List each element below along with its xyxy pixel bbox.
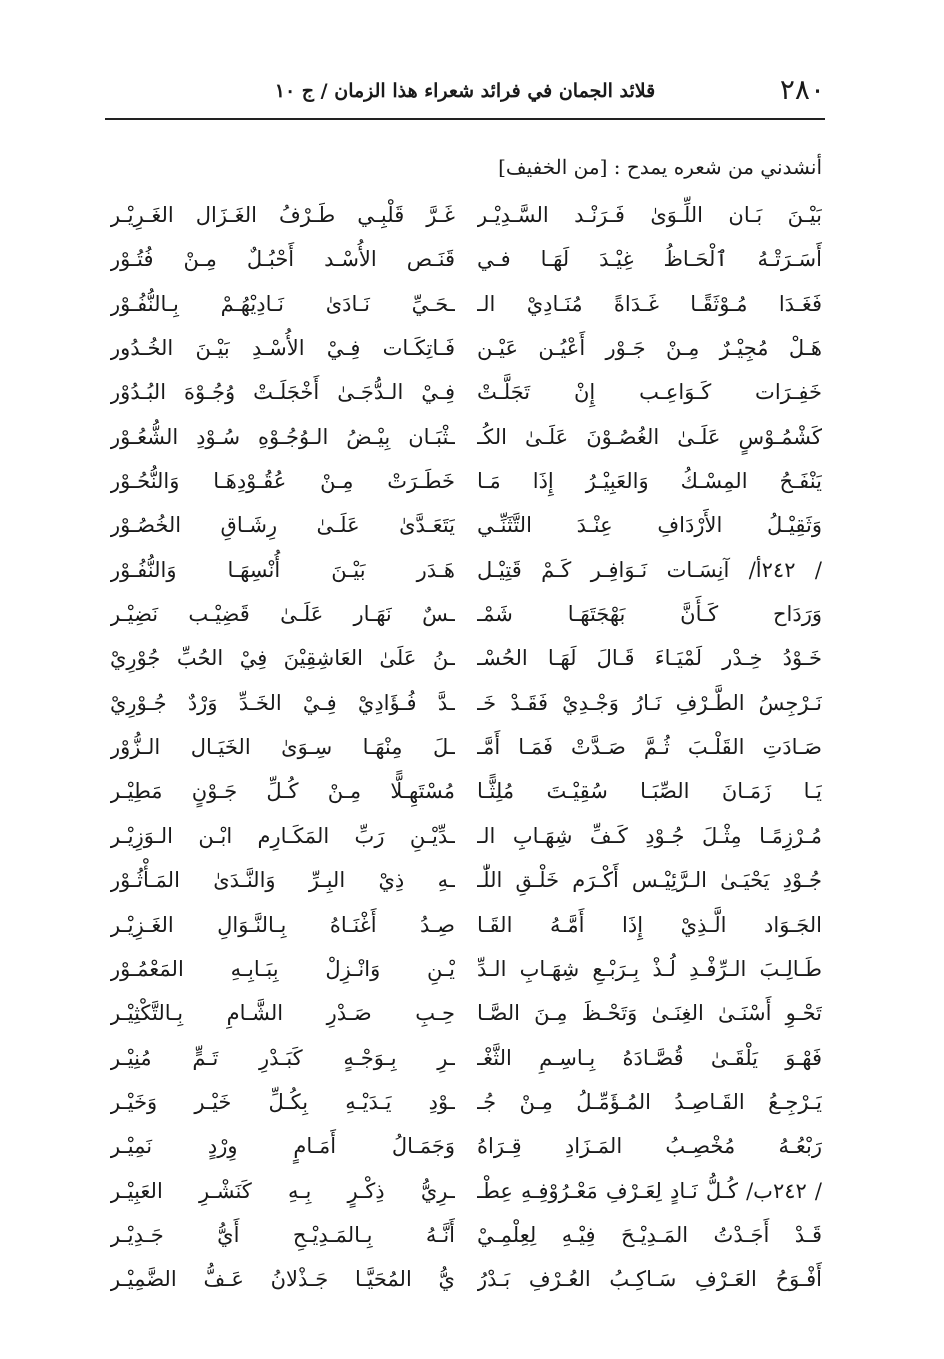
verse-second-hemistich: حِـبِ صَـدْرِ الشَّـامِ بِـالتَّكْثِيْـر: [110, 1001, 455, 1026]
verse-first-hemistich: جُـوْدِ يَحْيَـىٰ الـرَّئِيْـس أَكْـرَم خَلْـقِ اللّٰـ: [477, 868, 822, 893]
verse-second-hemistich: ـهِ ذِيْ البِـرِّ وَالنَّـدَىٰ المَـأْثُـوْر: [110, 868, 455, 893]
verse-second-hemistich: ـدِّيْـنِ رَبِّ المَكَـارِم ابْـن الـوَزِيْـر: [110, 823, 455, 848]
verse-second-hemistich: قَنَـص الأُسْـد أَحْبُـلٌ مِـنْ فُتُـوْر: [110, 247, 455, 272]
verse-second-hemistich: فَـاتِكَـات فِـيْ الأُسْـدِ بَيْـنَ الخُـدُور: [110, 336, 455, 361]
verse-second-hemistich: ـنُ عَلَىٰ العَاشِقِيْنَ فِيْ الحُبِّ جُوْرِيْ: [110, 646, 455, 671]
page-number: ٢٨٠: [779, 73, 825, 106]
verse-second-hemistich: ـرِيُّ ذِكْـرٍ بِـهِ كَنَشْـرِ العَبِيْـر: [110, 1178, 455, 1203]
verse-first-hemistich: / ٢٤٢أ/ آنِسَـات نَـوَافِـر كَـمْ قَتِيْـل: [477, 557, 822, 582]
verse-first-hemistich: يَـرْجِـعُ القَـاصِـدُ المُـؤَمِّـلُ مِـنْ جُـ: [477, 1089, 822, 1114]
verse-second-hemistich: صِـدُ أَغْنَـاهُ بِـالنَّـوَالِ الغَـزِيْـر: [110, 912, 455, 937]
verse-second-hemistich: ـرِ بِـوَجْـهٍ كَبَـدْرِ تَـمٍّ مُنِيْـر: [110, 1045, 455, 1070]
verse-first-hemistich: بَيْـنَ بَـان اللِّـوَىٰ فَـرَنْـد السَّـدِيْـر: [477, 203, 822, 227]
verse-second-hemistich: وَجَمَـالُ أَمَـامٍ وِرْدٍ نَمِيْـر: [110, 1134, 455, 1159]
verse-first-hemistich: وَثَقِيْـلُ الأَرْدَافِ عِنْـدَ التَّثَنِّـي: [477, 513, 822, 538]
verse-first-hemistich: يَـا زَمَـانَ الصِّبَـا سُقِيْـتَ مُلِثًّـا: [477, 779, 822, 804]
verse-second-hemistich: ـوْدِ يَـدَيْـهِ بِكُـلِّ خَيْـر وَخَيْـر: [110, 1089, 455, 1114]
verse-second-hemistich: يْـنِ وَانْـزِلْ بِبَـابِـهِ المَعْمُـوْر: [110, 956, 455, 981]
verse-second-hemistich: ـلَ مِنْهَـا سِـوَىٰ الخَيَـال الـزُّوْر: [110, 735, 455, 760]
verse-first-hemistich: مُـرْزِمًـا مِثْـلَ جُـوْدِ كَـفِّ شِهَـابِ الـ: [477, 823, 822, 848]
verse-column-left: [110, 193, 455, 1302]
verse-first-hemistich: نَـرْجِسُ الطَّـرْفِ نَـارُ وَجْـدِيْ فَقَـدْ خَـ: [477, 690, 822, 715]
verse-first-hemistich: فَهْـوَ يَلْقَـىٰ قُصَّـادَهُ بِـاسِـمِ الثَّغْـ: [477, 1045, 822, 1070]
page-header: [105, 72, 825, 108]
verse-first-hemistich: خَـوْدُ خِـدْر لَمْيَـاءَ قَـالَ لَهَـا الحُسْـ: [477, 646, 822, 671]
verse-second-hemistich: أَنَّـهُ بِـالمَـدِيْـحِ أَيُّ جَـدِيْـر: [110, 1222, 455, 1247]
header-rule: [105, 118, 825, 120]
verse-first-hemistich: طَـالِـبَ الـرِّفْـدِ لُـذْ بِـرَبْـعِ شِهَـابِ الـدِّ: [477, 956, 822, 981]
verse-second-hemistich: ـحَـيِّ نَـادَىٰ نَـادِيْهُـمْ بِـالنُّفُـوْر: [110, 291, 455, 316]
verse-first-hemistich: صَـادَتِ القَلْـبَ ثُـمَّ صَـدَّتْ فَمَـا أَمَّـ: [477, 735, 822, 760]
verse-second-hemistich: خَطَـرَتْ مِـنْ عُقُـوْدِهَـا وَالنُّحُـوْر: [110, 469, 455, 494]
verse-second-hemistich: مُسْتَهِـلًّا مِـنْ كُـلِّ جَـوْنٍ مَطِيْـر: [110, 779, 455, 804]
verse-first-hemistich: رَبْعُـهُ مُخْصِـبُ المَـزَادِ قِـرَاهُ: [477, 1134, 822, 1159]
verse-first-hemistich: يَنْفَـحُ المِسْـكُ وَالعَبِيْـرُ إِذَا مَـا: [477, 469, 822, 494]
verse-second-hemistich: هَـدَر بَيْـنَ أُنْسِهَـا وَالنُّفُـوْر: [110, 557, 455, 582]
verse-first-hemistich: خَفِـرَات كَـوَاعِـب إِنْ تَجَلَّـتْ: [477, 380, 822, 405]
verse-second-hemistich: فِـيْ الـدُّجَـىٰ أَخْجَلَـتْ وُجُـوْهَ البُـدُوْر: [110, 380, 455, 405]
verse-second-hemistich: غَـرَّ قَلْبِـي طَـرْفُ الغَـزَال الغَـرِيْـر: [110, 203, 455, 227]
intro-line: أنشدني من شعره يمدح : [من الخفيف]: [498, 155, 822, 179]
verse-first-hemistich: هَـلْ مُجِيْـرٌ مِـنْ جَـوْر أَعْيُـن عَيْـن: [477, 336, 822, 361]
verse-first-hemistich: تَحْـوِ أَسْنَـىٰ الغِنَـىٰ وَتَحْـظَ مِـنَ الصَّـا: [477, 1001, 822, 1026]
verse-first-hemistich: الجَـوَاد الَّـذِيْ إِذَا أَمَّـهُ القَـا: [477, 912, 822, 937]
verse-column-right: [477, 193, 822, 1302]
verse-second-hemistich: ـثْبَـان بِيْـضُ الـوُجُـوْهِ سُـوْدِ الشُّعُـوْر: [110, 424, 455, 449]
verse-second-hemistich: يُّ المُحَيَّـا جَـذْلانُ عَـفُّ الضَّمِيْـر: [110, 1267, 455, 1292]
verse-first-hemistich: كَشْمُـوْسٍ عَلَـىٰ الغُصُـوْنَ عَلَـىٰ الكُـ: [477, 424, 822, 449]
verse-second-hemistich: ـدَّ فُـؤَادِيْ فِـيْ الخَـدِّ وَرْدٌ جُـوْرِيْ: [110, 690, 455, 715]
verse-first-hemistich: فَغَـدَا مُـوْثَقًـا غَـدَاةً مُنَـادِيْ الـ: [477, 291, 822, 316]
verse-first-hemistich: قَـدْ أَجَـدْتُ المَـدِيْـحَ فِيْـهِ لِعِلْمِـيْ: [477, 1222, 822, 1247]
running-title: قلائد الجمان في فرائد شعراء هذا الزمان / ج ١٠: [274, 80, 656, 102]
verse-second-hemistich: يَتَعَـدَّىٰ عَلَـىٰ رِشَـاقِ الخُصُـوْر: [110, 513, 455, 538]
verse-first-hemistich: أَفْـوَحُ العَـرْفِ سَـاكِـبُ العُـرْفِ بَـدْرُ: [477, 1267, 822, 1292]
verse-first-hemistich: / ٢٤٢ب/ كُـلُّ نَـادٍ لِعَـرْفِ مَعْـرُوْفِـهِ عِطْـ: [477, 1178, 822, 1203]
verse-first-hemistich: وَرَدَاح كَـأَنَّ بَهْجَتَهَـا شَمْـ: [477, 602, 822, 627]
verse-first-hemistich: أَسَـرَتْـهُ ٱلْحَـاظُ غِيْـدَ لَهَـا فـي: [477, 247, 822, 272]
verse-second-hemistich: ـسٌ نَهَـار عَلَـىٰ قَضِيْـب نَضِيْـر: [110, 602, 455, 627]
